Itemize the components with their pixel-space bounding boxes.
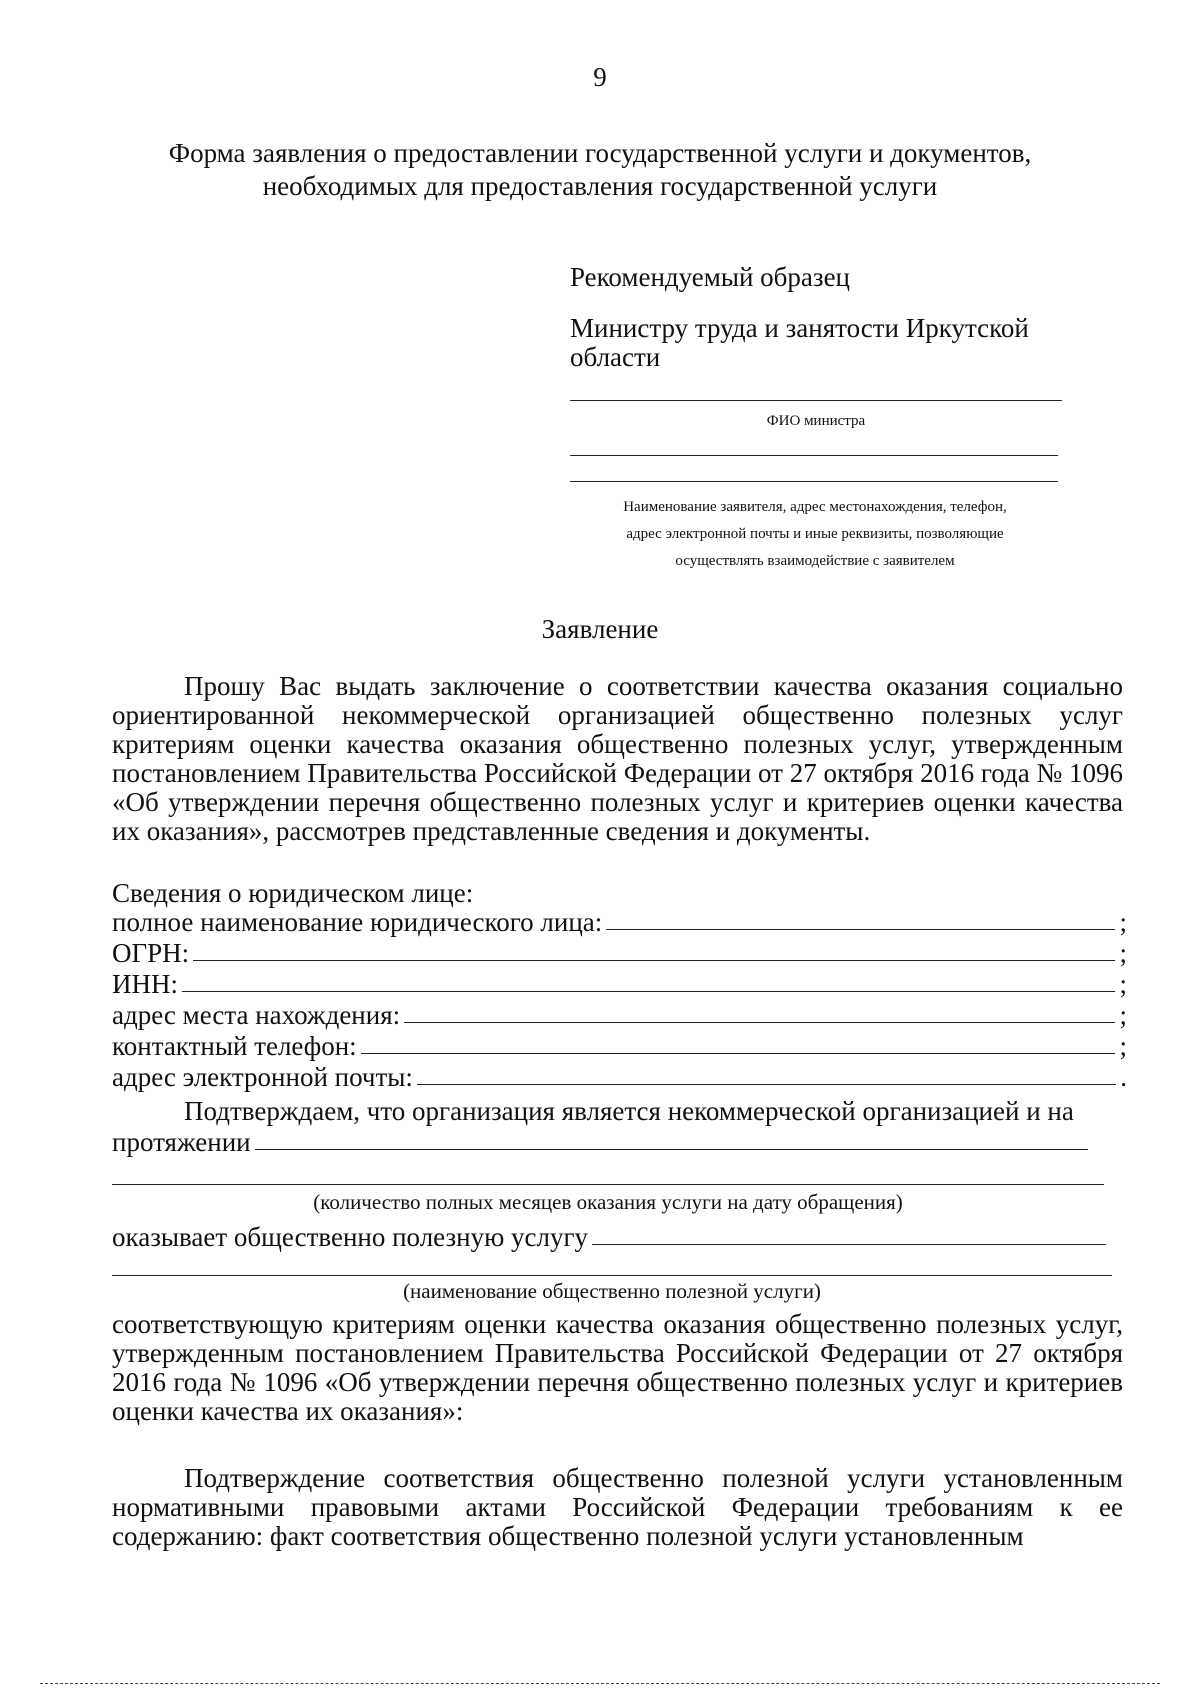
field-phone-input[interactable] bbox=[361, 1031, 1116, 1054]
applicant-line-2[interactable] bbox=[570, 481, 1058, 482]
applicant-caption-3: осуществлять взаимодействие с заявителем bbox=[675, 553, 955, 569]
field-period-input[interactable] bbox=[255, 1127, 1088, 1150]
compliance-paragraph bbox=[112, 1464, 1123, 1551]
criteria-paragraph: соответствующую критериям оценки качества оказания общественно полезных услуг, утвержденным постановлением Правительства Российской Федерации от 27 октября 2016 года № 1096 «Об утверждении перечня общественно полезных услуг и критериев оценки качества их оказания»: bbox=[112, 1309, 1123, 1426]
field-address-end: ; bbox=[1119, 1000, 1127, 1030]
statement-heading: Заявление bbox=[541, 614, 659, 644]
field-service-input[interactable] bbox=[592, 1222, 1106, 1245]
fio-caption: ФИО министра bbox=[766, 413, 866, 429]
confirm-line-1: Подтверждаем, что организация является некоммерческой организацией и на bbox=[184, 1096, 1074, 1126]
minister-line-1: Министру труда и занятости Иркутской bbox=[570, 313, 1029, 343]
field-full-name-input[interactable] bbox=[606, 907, 1115, 930]
field-period-label: протяжении bbox=[112, 1127, 251, 1157]
field-phone-label: контактный телефон: bbox=[112, 1031, 357, 1061]
compliance-text: Подтверждение соответствия общественно полезной услуги установленным нормативными правовыми актами Российской Федерации требованиям к ее содержанию: факт соответствия общественно полезной услуги установленным bbox=[112, 1463, 1123, 1551]
field-service-label: оказывает общественно полезную услугу bbox=[112, 1222, 589, 1252]
field-full-name-end: ; bbox=[1119, 907, 1127, 937]
entity-heading: Сведения о юридическом лице: bbox=[112, 878, 474, 908]
field-ogrn bbox=[112, 938, 1127, 968]
field-phone bbox=[112, 1031, 1127, 1061]
field-email-end: . bbox=[1120, 1062, 1127, 1092]
field-inn-input[interactable] bbox=[182, 969, 1115, 992]
field-inn-end: ; bbox=[1119, 969, 1127, 999]
addressee-minister bbox=[570, 314, 1070, 372]
field-full-name-label: полное наименование юридического лица: bbox=[112, 907, 603, 937]
applicant-line-1[interactable] bbox=[570, 455, 1058, 456]
minister-line-2: области bbox=[570, 342, 661, 372]
field-ogrn-input[interactable] bbox=[193, 938, 1115, 961]
page-bottom-rule bbox=[40, 1683, 1160, 1684]
applicant-caption bbox=[570, 494, 1060, 575]
field-inn bbox=[112, 969, 1127, 999]
sample-label: Рекомендуемый образец bbox=[570, 262, 851, 292]
months-caption: (количество полных месяцев оказания услуги на дату обращения) bbox=[313, 1190, 903, 1214]
field-email-input[interactable] bbox=[417, 1062, 1116, 1085]
field-full-name bbox=[112, 907, 1127, 937]
field-ogrn-end: ; bbox=[1119, 938, 1127, 968]
title-line-1: Форма заявления о предоставлении государственной услуги и документов, bbox=[168, 138, 1032, 168]
field-email bbox=[112, 1062, 1127, 1092]
field-address bbox=[112, 1000, 1127, 1030]
field-email-label: адрес электронной почты: bbox=[112, 1062, 413, 1092]
applicant-caption-2: адрес электронной почты и иные реквизиты, позволяющие bbox=[626, 526, 1004, 542]
page-number: 9 bbox=[593, 62, 607, 92]
service-line-2[interactable] bbox=[112, 1275, 1112, 1276]
fio-line[interactable] bbox=[570, 400, 1062, 401]
request-text: Прошу Вас выдать заключение о соответствии качества оказания социально ориентированной некоммерческой организацией общественно полезных услуг критериям оценки качества оказания общественно полезных услуг, утвержденным постановлением Правительства Российской Федерации от 27 октября 2016 года № 1096 «Об утверждении перечня общественно полезных услуг и критериев оценки качества их оказания», рассмотрев представленные сведения и документы. bbox=[112, 671, 1123, 846]
title-line-2: необходимых для предоставления государственной услуги bbox=[262, 171, 938, 201]
field-period bbox=[112, 1127, 1092, 1157]
applicant-caption-1: Наименование заявителя, адрес местонахождения, телефон, bbox=[623, 499, 1007, 515]
field-inn-label: ИНН: bbox=[112, 969, 178, 999]
service-caption: (наименование общественно полезной услуги) bbox=[403, 1279, 821, 1303]
field-ogrn-label: ОГРН: bbox=[112, 938, 190, 968]
field-service bbox=[112, 1222, 1110, 1252]
request-paragraph bbox=[112, 672, 1123, 846]
period-line-2[interactable] bbox=[112, 1184, 1104, 1185]
field-address-input[interactable] bbox=[404, 1000, 1115, 1023]
field-address-label: адрес места нахождения: bbox=[112, 1000, 401, 1030]
document-title bbox=[100, 137, 1100, 203]
field-phone-end: ; bbox=[1119, 1031, 1127, 1061]
